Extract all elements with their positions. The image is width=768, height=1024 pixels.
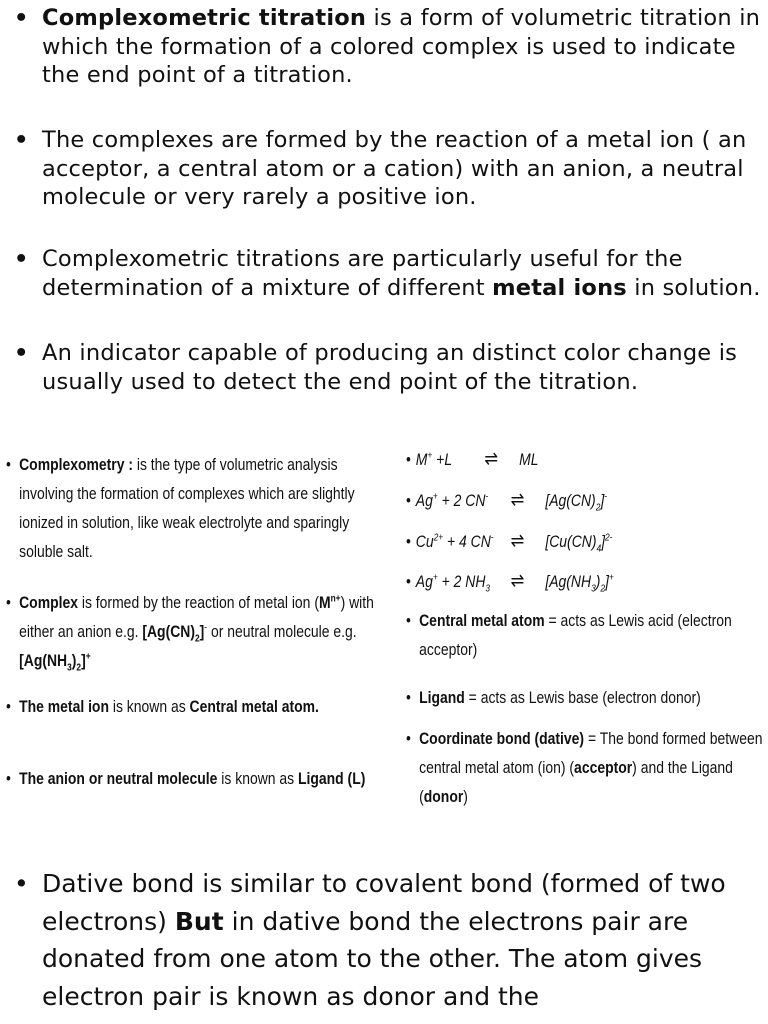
complexometry-definition: • Complexometry : is the type of volumetric analysis involving the formation of complexes which are slightly ionized in solution, like weak electrolyte and sparingly soluble salt. (6, 450, 379, 566)
equation-3: • $Cu^{2+} + 4$ CN- ⇌ $[Cu(CN)_4]^{2-}$ (406, 530, 613, 555)
dative-bond-paragraph: • Dative bond is similar to covalent bond (formed of two electrons) But in dative bond the electrons pair are donated from one atom to the other. The atom gives electron pair is known as donor and the (6, 865, 766, 1015)
bullet-dot: • (6, 697, 11, 716)
bullet-dot: • (14, 340, 29, 366)
central-metal-atom-definition: • Central metal atom = acts as Lewis acid (electron acceptor) (406, 606, 767, 664)
equation-1: • M+ +L ⇌ ML (406, 448, 539, 470)
coordinate-bond-definition: • Coordinate bond (dative) = The bond formed between central metal atom (ion) (acceptor) and the Ligand (donor) (406, 724, 767, 811)
equilibrium-arrow: ⇌ (510, 570, 525, 592)
bullet-dot: • (406, 729, 411, 748)
bullet-dot: • (6, 769, 11, 788)
intro-bullet-2: • The complexes are formed by the reaction of a metal ion ( an acceptor, a central atom or a cation) with an anion, a neutral molecule or very rarely a positive ion. (14, 127, 747, 210)
bullet-dot: • (14, 246, 29, 272)
bullet-dot: • (14, 869, 29, 898)
complex-definition: • Complex is formed by the reaction of metal ion $(M^{n+})$ with either an anion e.g. $[Ag(CN)_2]^-$ or neutral molecule e.g. $[Ag(NH_3)_2]^+$ (6, 588, 379, 675)
bullet-dot: • (406, 450, 411, 469)
bullet-dot: • (406, 688, 411, 707)
equilibrium-arrow: ⇌ (484, 448, 499, 470)
intro-bullet-1: • Complexometric titration is a form of volumetric titration in which the formation of a colored complex is used to indicate the end point of a titration. (14, 5, 761, 88)
equilibrium-arrow: ⇌ (510, 489, 525, 511)
bullet-dot: • (14, 5, 29, 31)
bullet-dot: • (406, 572, 411, 591)
bullet-dot: • (406, 532, 411, 551)
metal-ion-definition: • The metal ion is known as Central metal atom. (6, 692, 379, 721)
intro-bullet-3: • Complexometric titrations are particularly useful for the determination of a mixture of different metal ions in solution. (14, 246, 761, 301)
equation-2: • Ag+ + 2 CN- ⇌ $[Ag(CN)_2]^-$ (406, 489, 608, 514)
bullet-dot: • (6, 593, 11, 612)
ligand-definition: • The anion or neutral molecule is known as Ligand (L) (6, 764, 379, 793)
bullet-dot: • (406, 491, 411, 510)
equation-4: • Ag+ + 2 $NH_3$ ⇌ $[Ag(NH_3)_2]^+$ (406, 570, 614, 595)
equilibrium-arrow: ⇌ (510, 530, 525, 552)
bullet-dot: • (14, 127, 29, 153)
term-complexometric-titration: Complexometric titration (42, 5, 367, 31)
ligand-lewis-base-definition: • Ligand = acts as Lewis base (electron donor) (406, 683, 767, 712)
bullet-dot: • (406, 611, 411, 630)
bullet-dot: • (6, 455, 11, 474)
intro-bullet-4: • An indicator capable of producing an distinct color change is usually used to detect the end point of the titration. (14, 340, 738, 395)
